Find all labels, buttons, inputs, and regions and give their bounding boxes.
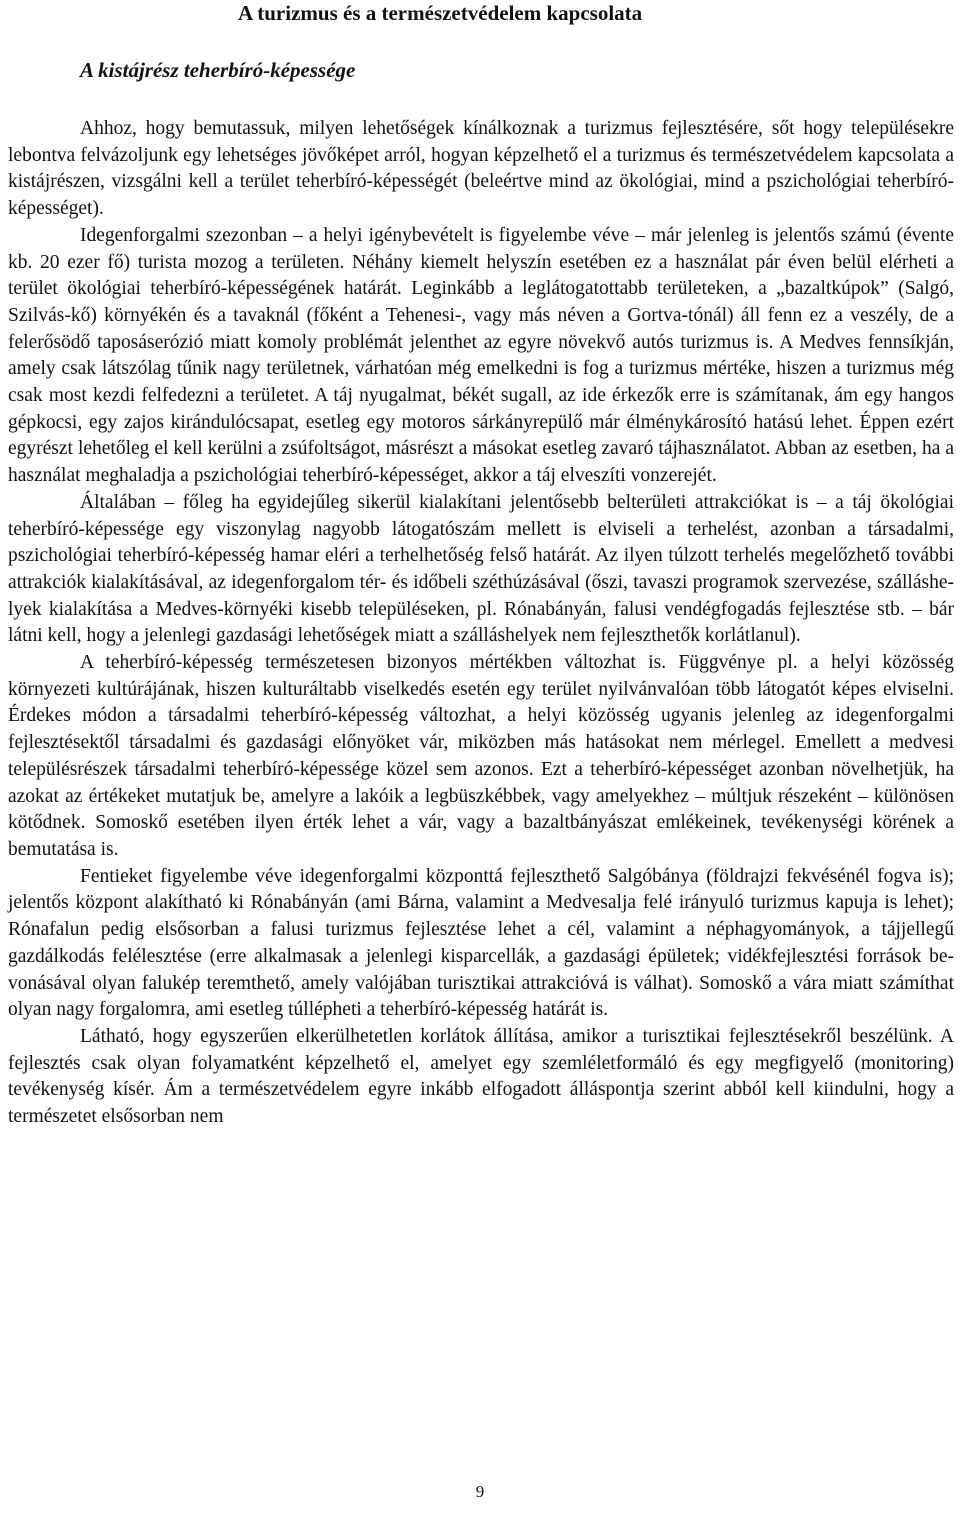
paragraph: Idegenforgalmi szezonban – a helyi igénybevételt is figyelembe véve – már jelenleg is jelentős számú (évente kb. 20 ezer fő) turista mozog a területen. Néhány kiemelt helyszín esetében ez a használat pár éven belül elérheti a terület ökológiai teherbíró-képességének határát. Leginkább a leglátogatottabb területeken, a „bazaltkúpok” (Salgó, Szilvás-kő) környékén és a tavaknál (főként a Tehenesi-, vagy más néven a Gortva-tónál) áll fenn ez a veszély, de a felerősödő taposáserózió miatt komoly problémát jelenthet az egyre növekvő autós turizmus is. A Medves fennsíkján, amely csak látszólag tűnik nagy területnek, várhatóan még emelkedni is fog a turizmus mértéke, hiszen a turizmus még csak most kezdi felfedezni a területet. A táj nyugalmat, békét sugall, az ide érkezők erre is számítanak, ám egy hangos gépkocsi, egy zajos kirándulócsapat, esetleg egy motoros sárkányrepülő már élménykárosító hatású lehet. Éppen ezért egyrészt lehetőleg el kell kerülni a zsúfoltságot, másrészt a másokat esetleg zavaró tájhasználatot. Abban az esetben, ha a használat meghaladja a pszichológiai teherbíró-képességet, akkor a táj elveszíti vonzerejét. — [8, 224, 954, 487]
paragraph: Általában – főleg ha egyidejűleg sikerül kialakítani jelentősebb belterületi attrakciókat is – a táj ökológiai teherbíró-képessége egy viszonylag nagyobb látogatószám mellett is elviseli a terhelést, azonban a társadalmi, pszichológiai teherbíró-képesség hamar eléri a terhelhetőség felső határát. Az ilyen túlzott terhelés megelőzhető további attrakciók kialakításával, az idegenforgalom tér- és időbeli széthúzásával (őszi, tavaszi programok szervezése, szálláshelyek kialakítása a Medves-környéki kisebb településeken, pl. Rónabányán, falusi vendégfogadás fejlesztése stb. – bár látni kell, hogy a jelenlegi gazdasági lehetőségek miatt a szálláshelyek nem fejleszthetők korlátlanul). — [8, 491, 954, 647]
page-number: 9 — [475, 1482, 485, 1501]
paragraph: Látható, hogy egyszerűen elkerülhetetlen korlátok állítása, amikor a turisztikai fejlesztésekről beszélünk. A fejlesztés csak olyan folyamatként képzelhető el, amelyet egy szemléletformáló és egy megfigyelő (monitoring) tevékenység kísér. Ám a természetvédelem egyre inkább elfogadott álláspontja szerint abból kell kiindulni, hogy a természetet elsősorban nem — [8, 1025, 954, 1128]
paragraph: Fentieket figyelembe véve idegenforgalmi központtá fejleszthető Salgóbánya (földrajzi fekvésénél fogva is); jelentős központ alakítható ki Rónabányán (ami Bárna, valamint a Medvesalja felé irányuló turizmus kapuja is lehet); Rónafalun pedig elsősorban a falusi turizmus fejlesztése lehet a cél, valamint a néphagyományok, a tájjellegű gazdálkodás felélesztése (erre alkalmasak a jelenlegi kisparcellák, a gazdasági épületek; vidékfejlesztési források bevonásával olyan falukép teremthető, amely valójában turisztikai attrakcióvá is válhat). Somoskő a vára miatt számíthat olyan nagy forgalomra, ami esetleg túllépheti a teherbíró-képesség határát is. — [8, 865, 954, 1021]
section-heading: A kistájrész teherbíró-képessége — [80, 58, 356, 82]
paragraph: A teherbíró-képesség természetesen bizonyos mértékben változhat is. Függvénye pl. a helyi közösség környezeti kultúrájának, hiszen kulturáltabb viselkedés esetén egy terület nyilvánvalóan több látogatót képes elviselni. Érdekes módon a társadalmi teherbíró-képesség változhat, a helyi közösség ugyanis jelenleg az idegenforgalmi fejlesztésektől társadalmi és gazdasági előnyöket vár, miközben más hatásokat nem mérlegel. Emellett a medvesi településrészek társadalmi teherbíró-képessége közel sem azonos. Ezt a teherbíró-képességet azonban növelhetjük, ha azokat az értékeket mutatjuk be, amelyre a lakóik a legbüszkébbek, vagy amelyekhez – múltjuk részeként – különösen kötődnek. Somoskő esetében ilyen érték lehet a vár, vagy a bazaltbányászat emlékeinek, tevékenységi körének a bemutatása is. — [8, 652, 954, 860]
body-text — [8, 116, 954, 1131]
page-title: A turizmus és a természetvédelem kapcsolata — [238, 1, 643, 25]
paragraph: Ahhoz, hogy bemutassuk, milyen lehetőségek kínálkoznak a turizmus fejlesztésére, sőt hogy településekre lebontva felvázoljunk egy lehetséges jövőképet arról, hogyan képzelhető el a turizmus és természetvédelem kapcsolata a kistájrészen, vizsgálni kell a terület teherbíró-képességét (beleértve mind az ökológiai, mind a pszichológiai teherbíró-képességet). — [8, 118, 954, 220]
